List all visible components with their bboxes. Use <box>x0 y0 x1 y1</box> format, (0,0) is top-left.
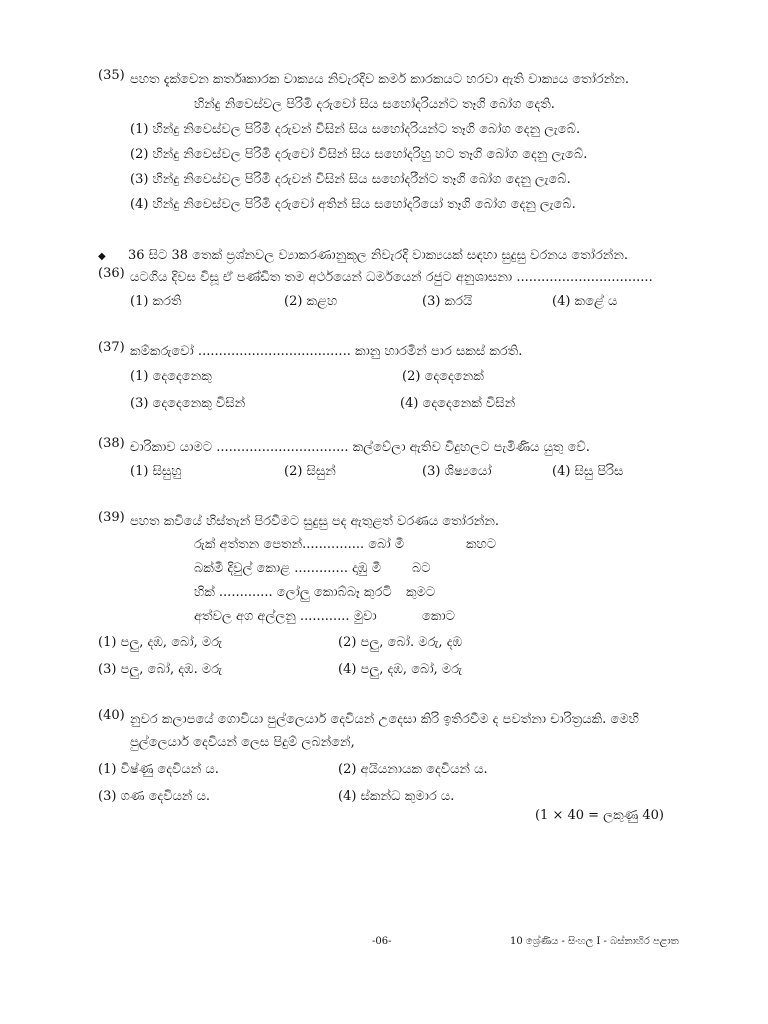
option-1: (1) හින්දු නිවෙස්වල පිරිමි දරුවන් විසින් සිය සහෝදරියන්ට තෑගි බෝග දෙනු ලැබේ. <box>130 122 581 137</box>
option-3: (3) ගණ දෙවියන් ය. <box>98 789 211 804</box>
question-stem: චාරිකාව යාමට ................................ කල්වේලා ඇතිව විදුහලට පැමිණිය යුතු වේ. <box>130 440 590 455</box>
question-36 <box>98 266 688 315</box>
question-35 <box>98 68 688 216</box>
option-2: (2) පලු, බෝ. මරු, දඹ <box>338 635 463 650</box>
option-3: (3) පලු, බෝ, දඹ. මරු <box>98 662 223 677</box>
question-stem: කම්කරුවෝ ..................................... කානු හාරමින් පාර සකස් කරති. <box>130 344 523 359</box>
poem-line <box>194 605 688 629</box>
bullet-icon: ◆ <box>98 251 106 262</box>
section-note <box>98 244 628 267</box>
option-2: (2) කළහ <box>284 294 338 309</box>
option-2: (2) හින්දු නිවෙස්වල පිරිමි දරුවෝ විසින් සිය සහෝදරිහු හට තෑගි බෝග දෙනු ලැබේ. <box>130 147 588 162</box>
poem-line-text: හික් ............. ලෝලු කොබ්බෑ කුරටි <box>194 585 392 600</box>
question-stem-line-1: නුවර කලාපයේ ගොවියා පුල්ලෙයාර් දෙවියන් උදෙසා කිරි ඉතිරවීම ද පවත්නා චාරිත්‍රයකි. මෙහි <box>130 712 639 727</box>
question-number: (38) <box>98 436 125 451</box>
question-number: (37) <box>98 340 125 355</box>
question-stem-line-2: පුල්ලෙයාර් දෙවියන් ලෙස පිදුම් ලබන්නේ, <box>130 735 355 750</box>
section-note-text: 36 සිට 38 තෙක් ප්‍රශ්නවල ව්‍යාකරණානුකූල නිවැරදි වාක්‍යයක් සඳහා සුදුසු වරනය තෝරන්න. <box>128 248 629 263</box>
poem-line <box>194 533 688 557</box>
option-1: (1) දෙදෙනෙකු <box>130 369 212 384</box>
option-4: (4) පලු, දඹ, බෝ, මරු <box>338 662 463 677</box>
option-3: (3) හින්දු නිවෙස්වල පිරිමි දරුවන් විසින් සිය සහෝදරීන්ට තෑගි බෝග දෙනු ලැබේ. <box>130 172 571 187</box>
poem-line-text: රුක් අත්තන පෙතන්............... බෝ මී <box>194 537 405 552</box>
marks-note: (1 × 40 = ලකුණු 40) <box>534 808 664 823</box>
question-number: (36) <box>98 266 125 281</box>
poem-line-word: කොට <box>422 609 456 624</box>
question-number: (40) <box>98 708 125 723</box>
poem-line-word: බට <box>412 561 431 576</box>
option-4: (4) දෙදෙනෙක් විසින් <box>400 396 516 411</box>
poem-line-text: බක්මී දිවුල් කොළ ............. දාඹු මී <box>194 561 381 576</box>
option-1: (1) සිසුහු <box>130 464 182 479</box>
option-2: (2) සිසුන් <box>284 464 336 479</box>
option-3: (3) දෙදෙනෙකු විසින් <box>130 396 246 411</box>
poem <box>194 533 688 629</box>
option-3: (3) ශිෂ්‍යයෝ <box>422 464 492 479</box>
question-40 <box>98 708 688 827</box>
option-1: (1) කරති <box>130 294 182 309</box>
option-2: (2) දෙදෙනෙක් <box>402 369 484 384</box>
question-instruction: පහත දැක්වෙන කර්තෘකාරක වාක්‍යය නිවැරදිව කර්ම කාරකයට හරවා ඇති වාක්‍යය තෝරන්න. <box>130 72 629 87</box>
option-4: (4) හින්දු නිවෙස්වල පිරිමි දරුවෝ අතින් සිය සහෝදරියෝ තෑගි බෝග දෙනු ලැබේ. <box>130 197 576 212</box>
option-1: (1) පලු, දඹ, බෝ, මරු <box>98 635 223 650</box>
option-2: (2) අයියනායක දෙවියන් ය. <box>338 762 488 777</box>
option-4: (4) ස්කන්ධ කුමාර ය. <box>338 789 455 804</box>
poem-line-word: කහට <box>466 537 497 552</box>
question-37 <box>98 340 688 417</box>
footer-title: 10 ශ්‍රේණිය - සිංහල I - බස්නාහිර පළාත <box>510 936 679 947</box>
question-39 <box>98 510 688 683</box>
option-4: (4) සිසු පිරිස <box>552 464 624 479</box>
question-number: (39) <box>98 510 125 525</box>
source-sentence: හින්දු නිවෙස්වල පිරිමි දරුවෝ සිය සහෝදරියන්ට තෑගි බෝග දෙති. <box>194 97 555 112</box>
option-3: (3) කරයි <box>422 294 473 309</box>
option-4: (4) කළේ ය <box>552 294 618 309</box>
question-38 <box>98 436 688 485</box>
poem-line <box>194 581 688 605</box>
option-1: (1) විෂ්ණු දෙවියන් ය. <box>98 762 219 777</box>
question-stem: යටගිය දිවස විසූ ඒ පණ්ඩිත තම අර්ථයෙන් ධර්මයෙන් රජුට අනුශාසනා ................................. <box>130 270 653 285</box>
poem-line-text: අත්වල අග අල්ලනු ............ මුවා <box>194 609 377 624</box>
question-stem: පහත කවියේ හිස්තැන් පිරවීමට සුදුසු පද ඇතුළත් වරණය තෝරන්න. <box>130 514 500 529</box>
poem-line <box>194 557 688 581</box>
question-number: (35) <box>98 68 125 83</box>
poem-line-word: කුමට <box>406 585 436 600</box>
page-number: -06- <box>372 936 392 947</box>
